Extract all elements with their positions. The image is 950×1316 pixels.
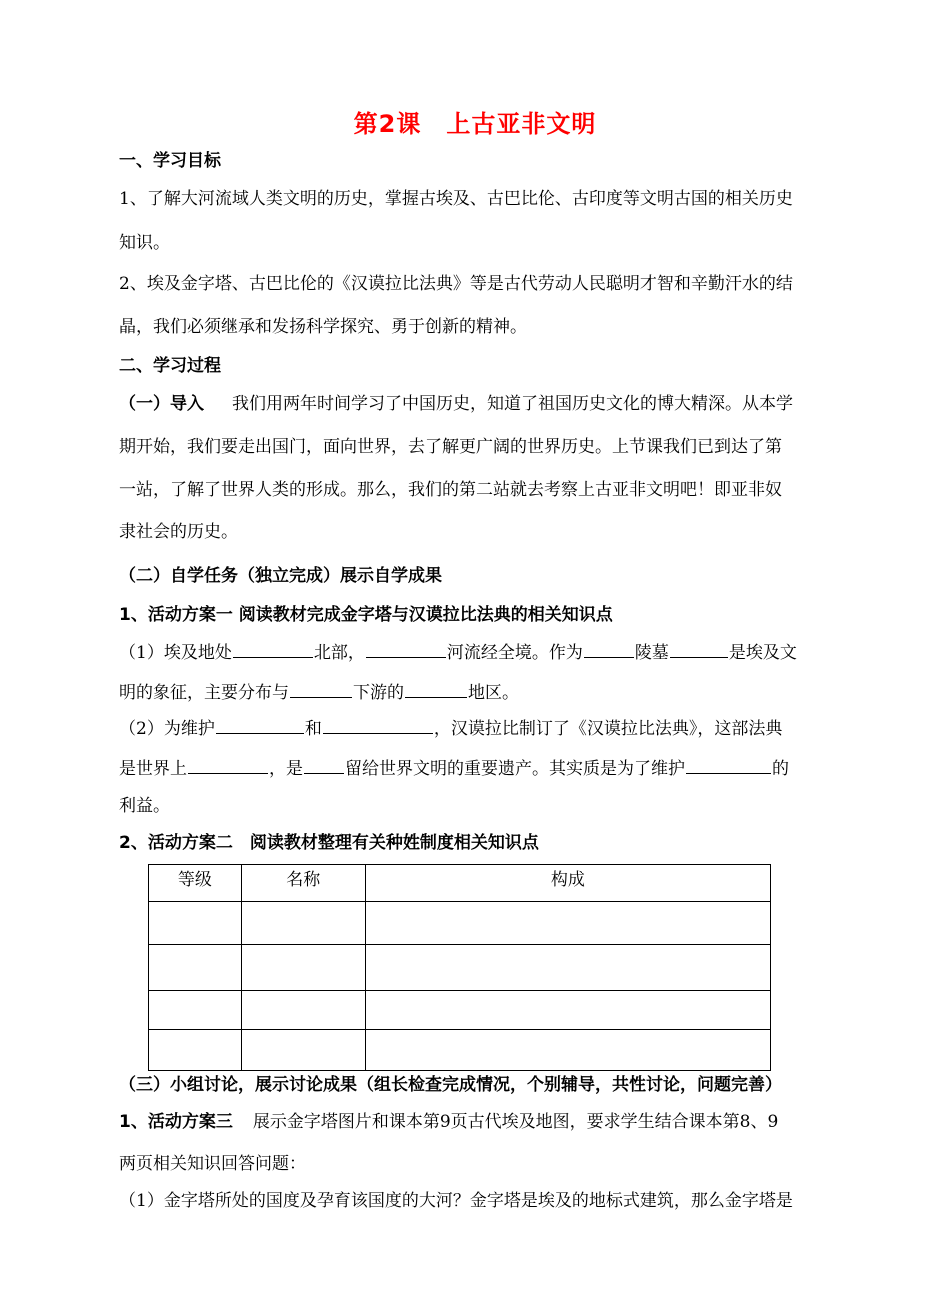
table-cell[interactable]	[149, 991, 242, 1030]
table-header-row	[149, 865, 771, 902]
activity-2-heading: 2、活动方案二 阅读教材整理有关种姓制度相关知识点	[119, 833, 539, 853]
objective-1-line-1: 1、了解大河流域人类文明的历史，掌握古埃及、古巴比伦、古印度等文明古国的相关历史	[119, 189, 793, 209]
table-cell[interactable]	[241, 1030, 365, 1071]
q2-text-d: 是世界上	[119, 759, 187, 779]
q2-text-f: 留给世界文明的重要遗产。其实质是为了维护	[345, 759, 685, 779]
section-objectives-heading: 一、学习目标	[119, 151, 221, 171]
fill-blank[interactable]	[188, 756, 268, 774]
intro-line-4: 隶社会的历史。	[119, 522, 238, 542]
q1-text-g: 下游的	[353, 683, 404, 703]
section-process-heading: 二、学习过程	[119, 356, 221, 376]
table-row	[149, 902, 771, 945]
activity-3-line-1	[119, 1111, 839, 1133]
q1-text-e: 是埃及文	[728, 643, 797, 663]
fill-blank[interactable]	[584, 640, 634, 658]
question-2-line-1	[119, 716, 839, 740]
q2-text-c: ，汉谟拉比制订了《汉谟拉比法典》，这部法典	[433, 719, 783, 739]
group-discussion-heading: （三）小组讨论，展示讨论成果（组长检查完成情况，个别辅导，共性讨论，问题完善）	[119, 1075, 782, 1095]
fill-blank[interactable]	[233, 640, 313, 658]
table-cell[interactable]	[149, 902, 242, 945]
fill-blank[interactable]	[686, 756, 771, 774]
lesson-title: 第2课 上古亚非文明	[353, 110, 597, 138]
fill-blank[interactable]	[216, 716, 304, 734]
fill-blank[interactable]	[366, 640, 446, 658]
self-study-heading: （二）自学任务（独立完成）展示自学成果	[119, 566, 442, 586]
table-row	[149, 1030, 771, 1071]
fill-blank[interactable]	[290, 680, 352, 698]
table-cell[interactable]	[149, 945, 242, 991]
fill-blank[interactable]	[405, 680, 467, 698]
q1-text-c: 河流经全境。作为	[446, 643, 583, 663]
table-cell[interactable]	[365, 902, 770, 945]
activity-3-label: 1、活动方案三	[119, 1112, 233, 1132]
activity-3-line-2: 两页相关知识回答问题：	[119, 1154, 306, 1174]
activity-3-text-1: 展示金字塔图片和课本第9页古代埃及地图，要求学生结合课本第8、9	[252, 1112, 779, 1132]
question-2-line-3: 利益。	[119, 796, 170, 816]
intro-line-1	[119, 393, 839, 415]
objective-1-line-2: 知识。	[119, 233, 170, 253]
q2-text-e: ，是	[269, 759, 303, 779]
q1-text-h: 地区。	[468, 683, 519, 703]
table-cell[interactable]	[241, 945, 365, 991]
q1-text-f: 明的象征，主要分布与	[119, 683, 289, 703]
q1-text-a: （1）埃及地处	[119, 643, 232, 663]
q1-text-b: 北部，	[313, 643, 365, 663]
fill-blank[interactable]	[323, 716, 433, 734]
table-cell[interactable]	[365, 945, 770, 991]
activity-1-heading: 1、活动方案一 阅读教材完成金字塔与汉谟拉比法典的相关知识点	[119, 605, 613, 625]
q2-text-g: 的	[772, 759, 789, 779]
caste-table	[148, 864, 771, 1071]
table-cell[interactable]	[149, 1030, 242, 1071]
fill-blank[interactable]	[670, 640, 728, 658]
header-level: 等级	[149, 865, 242, 902]
intro-text-1: 我们用两年时间学习了中国历史，知道了祖国历史文化的博大精深。从本学	[232, 394, 793, 414]
intro-line-3: 一站，了解了世界人类的形成。那么，我们的第二站就去考察上古亚非文明吧！即亚非奴	[119, 480, 782, 500]
q1-text-d: 陵墓	[634, 643, 669, 663]
table-cell[interactable]	[365, 1030, 770, 1071]
q2-text-b: 和	[304, 719, 322, 739]
q2-text-a: （2）为维护	[119, 719, 215, 739]
table-row	[149, 945, 771, 991]
table-cell[interactable]	[241, 991, 365, 1030]
table-cell[interactable]	[365, 991, 770, 1030]
question-1-line-2	[119, 680, 839, 704]
header-name: 名称	[241, 865, 365, 902]
table-cell[interactable]	[241, 902, 365, 945]
intro-label: （一）导入	[119, 394, 204, 414]
question-2-line-2	[119, 756, 839, 780]
table-row	[149, 991, 771, 1030]
intro-line-2: 期开始，我们要走出国门，面向世界，去了解更广阔的世界历史。上节课我们已到达了第	[119, 437, 782, 457]
activity-3-question-1: （1）金字塔所处的国度及孕育该国度的大河？金字塔是埃及的地标式建筑，那么金字塔是	[119, 1191, 793, 1211]
objective-2-line-2: 晶，我们必须继承和发扬科学探究、勇于创新的精神。	[119, 317, 527, 337]
question-1-line-1	[119, 640, 839, 664]
header-composition: 构成	[365, 865, 770, 902]
fill-blank[interactable]	[304, 756, 344, 774]
objective-2-line-1: 2、埃及金字塔、古巴比伦的《汉谟拉比法典》等是古代劳动人民聪明才智和辛勤汗水的结	[119, 274, 793, 294]
